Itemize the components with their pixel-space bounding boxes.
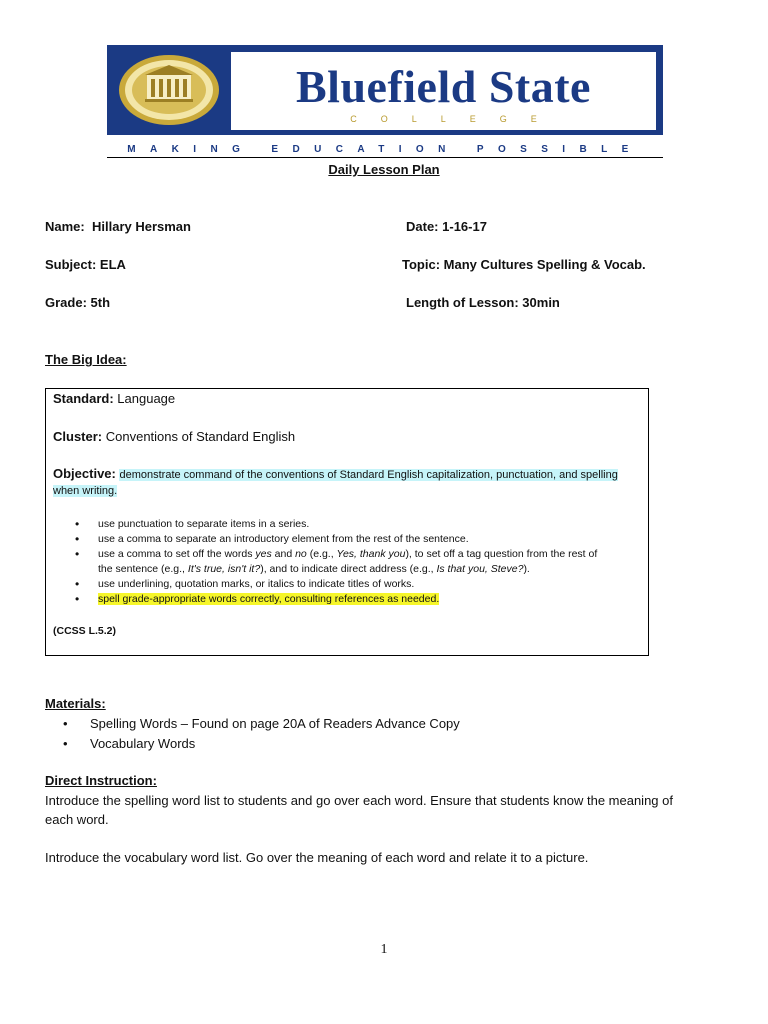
topic-value: Many Cultures Spelling & Vocab. <box>443 257 646 272</box>
objective-line-2 <box>53 482 117 499</box>
subject-label: Subject: <box>45 257 97 272</box>
length-value: 30min <box>522 295 560 310</box>
objective-text: demonstrate command of the conventions of Standard English capitalization, punctuation, and spelling <box>119 469 618 481</box>
logo-text-panel <box>231 52 656 130</box>
brand-subtitle: COLLEGE <box>350 114 561 124</box>
direct-instruction-paragraph-2: Introduce the vocabulary word list. Go over the meaning of each word and relate it to a picture. <box>45 850 589 865</box>
length-field <box>406 295 560 311</box>
brand-name: Bluefield State <box>296 61 591 112</box>
list-item: • use underlining, quotation marks, or italics to indicate titles of works. <box>66 577 646 592</box>
grade-field <box>45 295 110 311</box>
direct-instruction-paragraph-1: Introduce the spelling word list to students and go over each word. Ensure that students know the meaning of each word. <box>45 793 673 827</box>
list-item: • Vocabulary Words <box>63 734 460 754</box>
standard-line <box>53 391 175 407</box>
grade-value: 5th <box>90 295 111 310</box>
materials-heading: Materials: <box>45 696 106 711</box>
grade-label: Grade: <box>45 295 87 310</box>
direct-instruction-heading: Direct Instruction: <box>45 773 157 788</box>
big-idea-heading: The Big Idea: <box>45 352 127 367</box>
list-item: • use a comma to separate an introductory element from the rest of the sentence. <box>66 532 646 547</box>
date-field <box>406 219 487 235</box>
objective-text-cont: when writing. <box>53 485 118 497</box>
date-value: 1-16-17 <box>442 219 487 234</box>
standard-value: Language <box>117 391 176 406</box>
cluster-label: Cluster: <box>53 429 103 444</box>
college-logo <box>107 45 663 135</box>
topic-field <box>402 257 646 273</box>
topic-label: Topic: <box>402 257 441 272</box>
standard-bullets <box>66 517 646 607</box>
tagline: MAKING EDUCATION POSSIBLE <box>127 144 643 155</box>
standard-citation: (CCSS L.5.2) <box>53 625 117 637</box>
name-field <box>45 219 191 235</box>
highlighted-bullet-text: spell grade-appropriate words correctly, consulting references as needed. <box>98 593 440 605</box>
date-label: Date: <box>406 219 439 234</box>
subject-field <box>45 257 126 273</box>
list-item: • Spelling Words – Found on page 20A of Readers Advance Copy <box>63 714 460 734</box>
header-divider <box>107 157 663 158</box>
college-seal-icon <box>117 53 221 127</box>
materials-list <box>63 714 460 754</box>
objective-label: Objective: <box>53 466 116 481</box>
page-title: Daily Lesson Plan <box>328 162 440 177</box>
list-item: • use punctuation to separate items in a series. <box>66 517 646 532</box>
objective-line <box>53 466 618 483</box>
cluster-value: Conventions of Standard English <box>105 429 296 444</box>
subject-value: ELA <box>99 257 126 272</box>
standard-label: Standard: <box>53 391 114 406</box>
page-number: 1 <box>380 942 388 957</box>
length-label: Length of Lesson: <box>406 295 519 310</box>
cluster-line <box>53 429 295 445</box>
name-label: Name: <box>45 219 85 234</box>
list-item: • use a comma to set off the words yes and no (e.g., Yes, thank you), to set off a tag question from the rest of the sentence (e.g., It's true, isn't it?), and to indicate direct address (e.g., Is that you, Steve?). <box>66 547 646 577</box>
big-idea-box <box>45 388 649 656</box>
name-value: Hillary Hersman <box>91 219 191 234</box>
list-item <box>66 592 646 607</box>
